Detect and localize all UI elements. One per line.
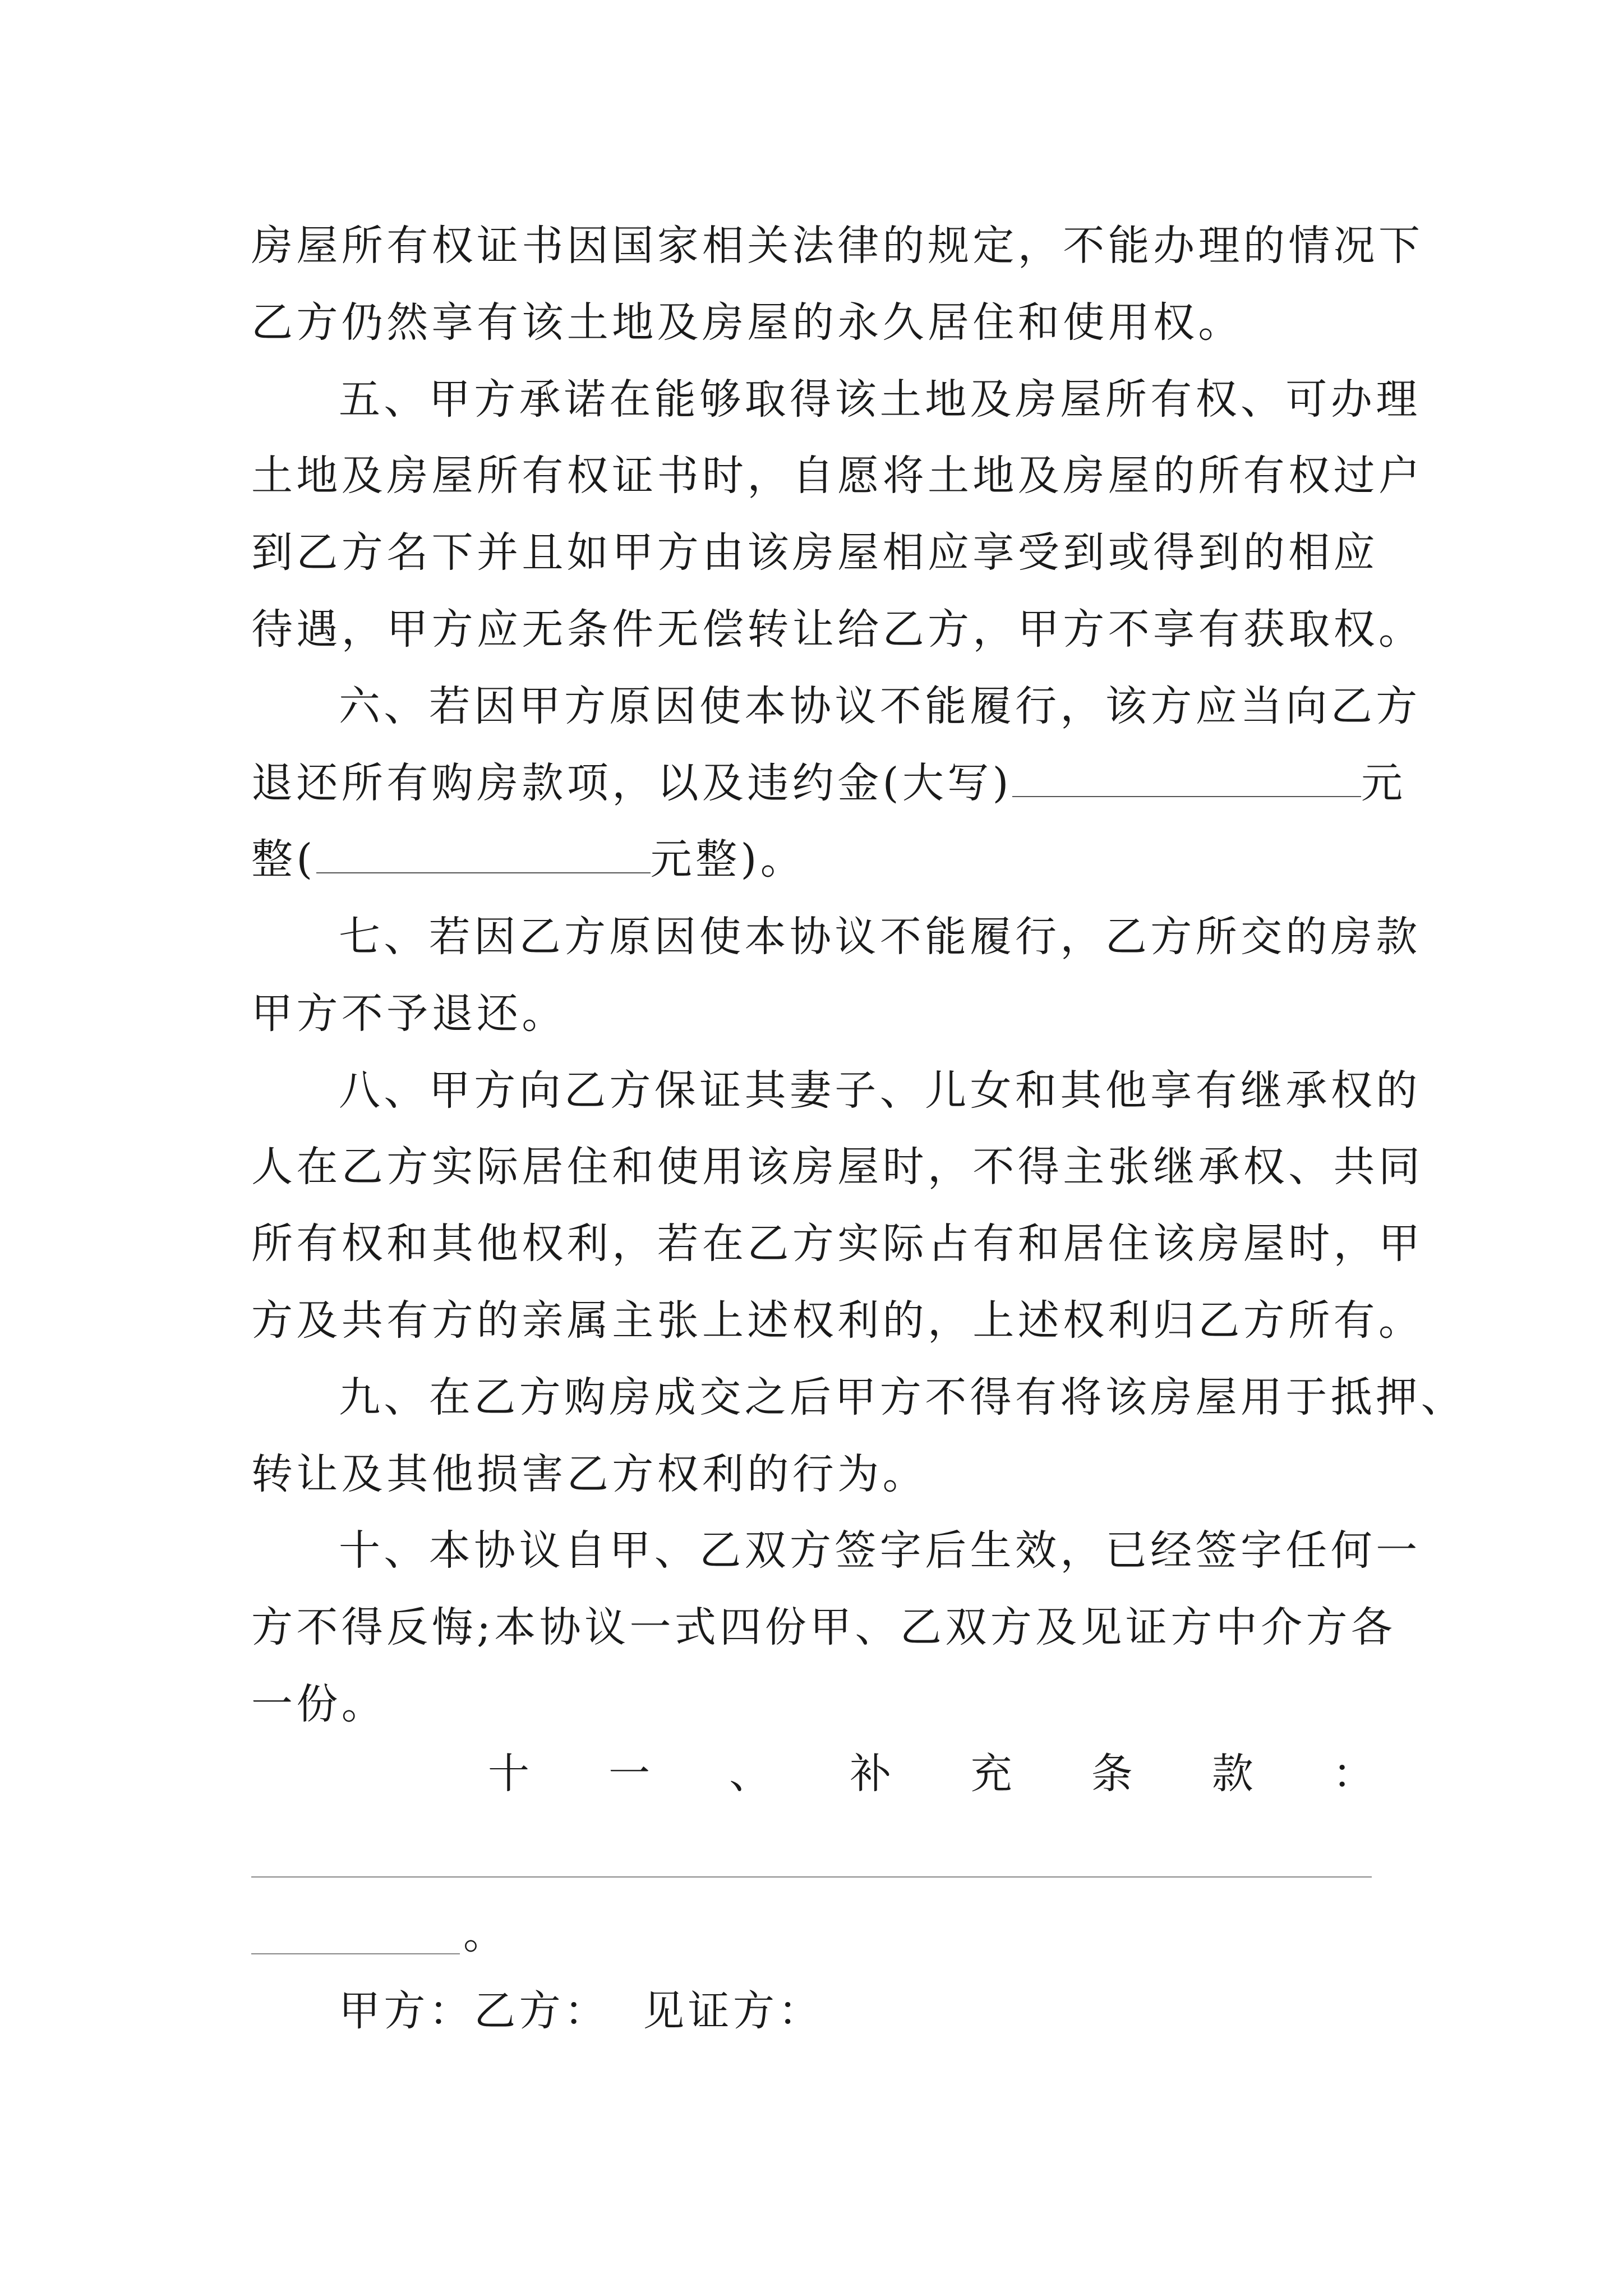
paragraph-5-line-2: 土地及房屋所有权证书时，自愿将土地及房屋的所有权过户 <box>251 452 1424 500</box>
paragraph-6-line-1: 六、若因甲方原因使本协议不能履行，该方应当向乙方 <box>339 682 1421 730</box>
paragraph-4-line-1: 房屋所有权证书因国家相关法律的规定，不能办理的情况下 <box>251 222 1424 270</box>
supplementary-clause-period: 。 <box>463 1910 509 1958</box>
clause-11-char-7: 款 <box>1211 1750 1253 1798</box>
paragraph-5-line-3: 到乙方名下并且如甲方由该房屋相应享受到或得到的相应 <box>251 528 1378 577</box>
paragraph-5-line-4: 待遇，甲方应无条件无偿转让给乙方，甲方不享有获取权。 <box>251 605 1424 654</box>
penalty-open: 整( <box>251 835 316 884</box>
paragraph-4-line-2: 乙方仍然享有该土地及房屋的永久居住和使用权。 <box>251 298 1243 347</box>
clause-11-char-4: 补 <box>850 1750 892 1798</box>
supplementary-clause-blank-line-2[interactable] <box>251 1953 460 1954</box>
penalty-unit: 元 <box>1361 759 1407 807</box>
paragraph-8-line-4: 方及共有方的亲属主张上述权利的，上述权利归乙方所有。 <box>251 1296 1424 1345</box>
clause-11-char-6: 条 <box>1091 1750 1133 1798</box>
penalty-amount-numeric-blank[interactable] <box>316 833 651 873</box>
clause-11-char-2: 一 <box>608 1750 651 1798</box>
paragraph-8-line-1: 八、甲方向乙方保证其妻子、儿女和其他享有继承权的 <box>339 1066 1421 1115</box>
paragraph-7-line-1: 七、若因乙方原因使本协议不能履行，乙方所交的房款 <box>339 913 1421 961</box>
paragraph-9-line-1: 九、在乙方购房成交之后甲方不得有将该房屋用于抵押、 <box>339 1373 1466 1421</box>
clause-11-char-1: 十 <box>488 1750 529 1798</box>
paragraph-9-line-2: 转让及其他损害乙方权利的行为。 <box>251 1450 928 1498</box>
penalty-close: 元整)。 <box>650 835 806 884</box>
supplementary-clause-blank-line-1[interactable] <box>251 1876 1372 1878</box>
paragraph-7-line-2: 甲方不予退还。 <box>251 990 567 1038</box>
paragraph-10-line-2: 方不得反悔;本协议一式四份甲、乙双方及见证方中介方各 <box>251 1603 1396 1651</box>
supplementary-clause-heading <box>488 1746 1374 1802</box>
paragraph-6-line-3 <box>251 831 1373 887</box>
penalty-amount-capital-blank[interactable] <box>1012 757 1361 797</box>
paragraph-8-line-3: 所有权和其他权利，若在乙方实际占有和居住该房屋时，甲 <box>251 1220 1424 1268</box>
paragraph-8-line-2: 人在乙方实际居住和使用该房屋时，不得主张继承权、共同 <box>251 1143 1424 1191</box>
paragraph-10-line-3: 一份。 <box>251 1680 387 1728</box>
paragraph-10-line-1: 十、本协议自甲、乙双方签字后生效，已经签字任何一 <box>339 1526 1421 1575</box>
clause-11-char-8: ： <box>1332 1750 1374 1798</box>
paragraph-6-line-2 <box>251 755 1407 811</box>
clause-11-char-3: 、 <box>729 1750 771 1798</box>
clause-11-char-5: 充 <box>970 1750 1012 1798</box>
paragraph-5-line-1: 五、甲方承诺在能够取得该土地及房屋所有权、可办理 <box>339 375 1421 424</box>
penalty-label: 退还所有购房款项，以及违约金(大写) <box>251 759 1012 807</box>
signature-line: 甲方：乙方： 见证方： <box>339 1987 823 2035</box>
